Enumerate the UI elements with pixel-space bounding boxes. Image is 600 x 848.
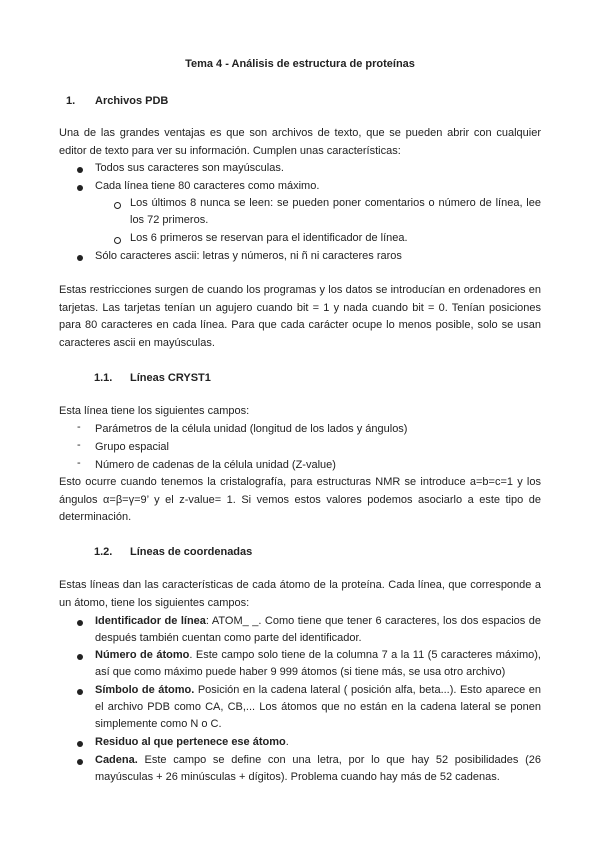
section-1-1-title: Líneas CRYST1 (130, 372, 211, 384)
dash-list-item: Número de cadenas de la célula unidad (Z-value) (95, 459, 336, 471)
list-item: Sólo caracteres ascii: letras y números, ni ñ ni caracteres raros (95, 250, 402, 262)
sub-list-item: Los 6 primeros se reservan para el identificador de línea. (130, 232, 408, 244)
section-1-title: Archivos PDB (95, 95, 169, 107)
paragraph-cryst1-intro: Esta línea tiene los siguientes campos: (59, 405, 250, 417)
paragraph-nmr: Esto ocurre cuando tenemos la cristalografía, para estructuras NMR se introduce a=b=c=1 y los ángulos α=β=γ=9’ y el z-value= 1. Si vemos estos valores podemos asociarlo a este tipo de determinación. (59, 476, 541, 523)
field-term: Cadena. (95, 754, 138, 766)
field-item (95, 734, 541, 751)
dash-icon: - (77, 457, 81, 469)
paragraph-restrictions: Estas restricciones surgen de cuando los programas y los datos se introducían en ordenadores en tarjetas. Las tarjetas tenían un agujero cuando bit = 1 y nada cuando bit = 0. Tenían posiciones para 80 caracteres en cada línea. Para que cada carácter ocupe lo menos posible, solo se usan caracteres ascii en mayúsculas. (59, 284, 541, 349)
bullet-icon (77, 255, 83, 261)
hollow-bullet-icon (114, 237, 121, 244)
dash-icon: - (77, 439, 81, 451)
bullet-icon (77, 167, 83, 173)
list-item: Cada línea tiene 80 caracteres como máximo. (95, 180, 320, 192)
document-title: Tema 4 - Análisis de estructura de proteínas (185, 58, 415, 70)
field-term: Residuo al que pertenece ese átomo (95, 736, 286, 748)
section-1-2-number: 1.2. (94, 546, 113, 558)
field-desc: . (285, 736, 289, 748)
field-desc: Posición en la cadena lateral ( posición alfa, beta...). Esto aparece en el archivo PDB como CA, CB,... Los átomos que no están en la cadena lateral se ponen simplemente como N o C. (95, 684, 541, 730)
sub-list-item: Los últimos 8 nunca se leen: se pueden poner comentarios o número de línea, lee los 72 primeros. (130, 197, 541, 226)
field-item: Identificador de línea: ATOM_ _. Como tiene que tener 6 caracteres, los dos espacios de después también cuentan como parte del identificador. (95, 615, 541, 644)
field-desc: Este campo se define con una letra, por lo que hay 52 posibilidades (26 mayúsculas + 26 minúsculas + dígitos). Problema cuando hay más de 52 cadenas. (95, 754, 541, 783)
bullet-icon (77, 689, 83, 695)
bullet-icon (77, 185, 83, 191)
bullet-icon (77, 654, 83, 660)
bullet-icon (77, 620, 83, 626)
paragraph-coordinates-intro: Estas líneas dan las características de cada átomo de la proteína. Cada línea, que corresponde a un átomo, tiene los siguientes campos: (59, 579, 541, 609)
field-term: Símbolo de átomo. (95, 684, 195, 696)
field-term: Identificador de línea (95, 615, 206, 627)
section-1-1-number: 1.1. (94, 372, 113, 384)
field-desc: Este campo solo tiene de la columna 7 a la 11 (5 caracteres máximo), así que como máximo puede haber 9 999 átomos (si tiene más, se usa otro archivo) (95, 649, 541, 678)
field-term: Número de átomo (95, 649, 190, 661)
list-item: Todos sus caracteres son mayúsculas. (95, 162, 284, 174)
bullet-icon (77, 759, 83, 765)
hollow-bullet-icon (114, 202, 121, 209)
section-1-number: 1. (66, 95, 76, 107)
dash-list-item: Parámetros de la célula unidad (longitud de los lados y ángulos) (95, 423, 408, 435)
field-item (95, 752, 541, 786)
bullet-icon (77, 741, 83, 747)
field-desc: ATOM_ _. Como tiene que tener 6 caracteres, los dos espacios de después también cuentan como parte del identificador. (95, 615, 541, 644)
field-item: Número de átomo. Este campo solo tiene de la columna 7 a la 11 (5 caracteres máximo), así que como máximo puede haber 9 999 átomos (si tiene más, se usa otro archivo) (95, 649, 541, 678)
paragraph-intro: Una de las grandes ventajas es que son archivos de texto, que se pueden abrir con cualquier editor de texto para ver su información. Cumplen unas características: (59, 127, 541, 157)
section-1-2-title: Líneas de coordenadas (130, 546, 253, 558)
dash-icon: - (77, 421, 81, 433)
dash-list-item: Grupo espacial (95, 441, 169, 453)
field-item (95, 682, 541, 733)
